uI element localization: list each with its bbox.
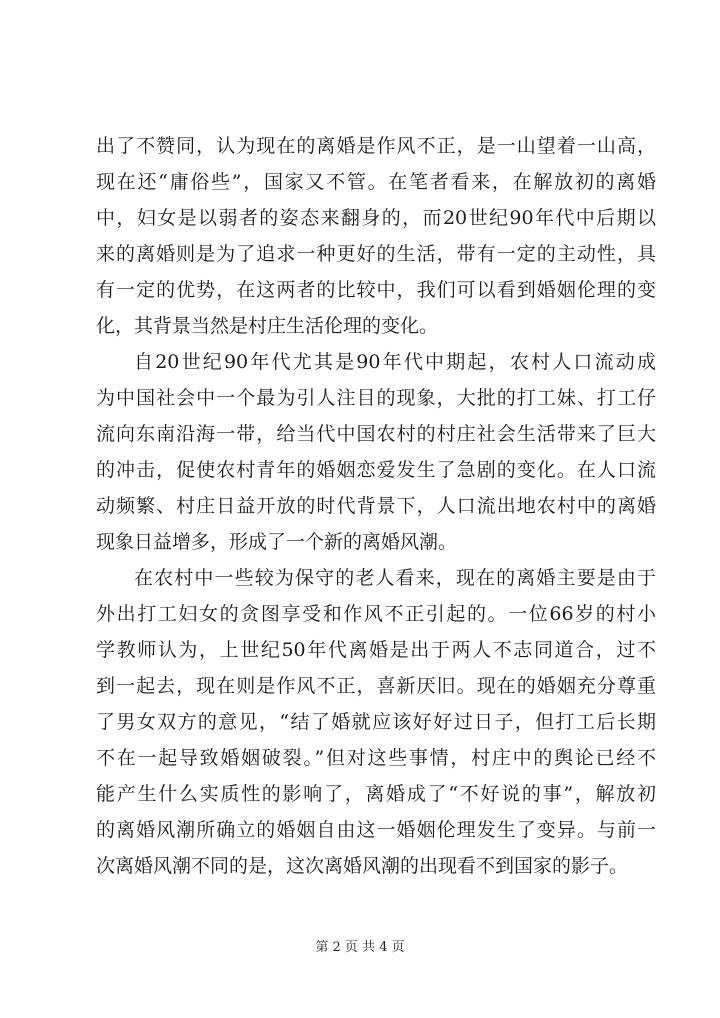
text-line: 自20世纪90年代尤其是90年代中期起，农村人口流动成 — [134, 351, 656, 373]
text-line: 出了不赞同，认为现在的离婚是作风不正，是一山望着一山高， — [96, 135, 656, 157]
text-line: 来的离婚则是为了追求一种更好的生活，带有一定的主动性，具 — [96, 243, 656, 265]
text-line: 现在还“庸俗些”，国家又不管。在笔者看来，在解放初的离婚 — [96, 171, 656, 193]
text-line: 学教师认为，上世纪50年代离婚是出于两人不志同道合，过不 — [96, 639, 656, 661]
paragraph — [96, 128, 656, 344]
text-line: 外出打工妇女的贪图享受和作风不正引起的。一位66岁的村小 — [96, 603, 656, 625]
text-line: 中，妇女是以弱者的姿态来翻身的，而20世纪90年代中后期以 — [96, 207, 656, 229]
document-body — [96, 128, 656, 884]
text-line: 化，其背景当然是村庄生活伦理的变化。 — [96, 315, 439, 337]
text-line: 现象日益增多，形成了一个新的离婚风潮。 — [96, 531, 458, 553]
paragraph — [96, 344, 656, 560]
text-line: 不在一起导致婚姻破裂。”但对这些事情，村庄中的舆论已经不 — [96, 747, 656, 769]
paragraph — [96, 560, 656, 884]
text-line: 动频繁、村庄日益开放的时代背景下，人口流出地农村中的离婚 — [96, 495, 656, 517]
text-line: 了男女双方的意见，“结了婚就应该好好过日子，但打工后长期 — [96, 711, 656, 733]
text-line: 为中国社会中一个最为引人注目的现象，大批的打工妹、打工仔 — [96, 387, 656, 409]
text-line: 的离婚风潮所确立的婚姻自由这一婚姻伦理发生了变异。与前一 — [96, 819, 656, 841]
text-line: 的冲击，促使农村青年的婚姻恋爱发生了急剧的变化。在人口流 — [96, 459, 656, 481]
text-line: 次离婚风潮不同的是，这次离婚风潮的出现看不到国家的影子。 — [96, 855, 629, 877]
text-line: 在农村中一些较为保守的老人看来，现在的离婚主要是由于 — [134, 567, 656, 589]
text-line: 流向东南沿海一带，给当代中国农村的村庄社会生活带来了巨大 — [96, 423, 656, 445]
page-number-footer: 第 2 页 共 4 页 — [315, 940, 405, 955]
text-line: 到一起去，现在则是作风不正，喜新厌旧。现在的婚姻充分尊重 — [96, 675, 656, 697]
text-line: 能产生什么实质性的影响了，离婚成了“不好说的事”，解放初 — [96, 783, 656, 805]
text-line: 有一定的优势，在这两者的比较中，我们可以看到婚姻伦理的变 — [96, 279, 656, 301]
